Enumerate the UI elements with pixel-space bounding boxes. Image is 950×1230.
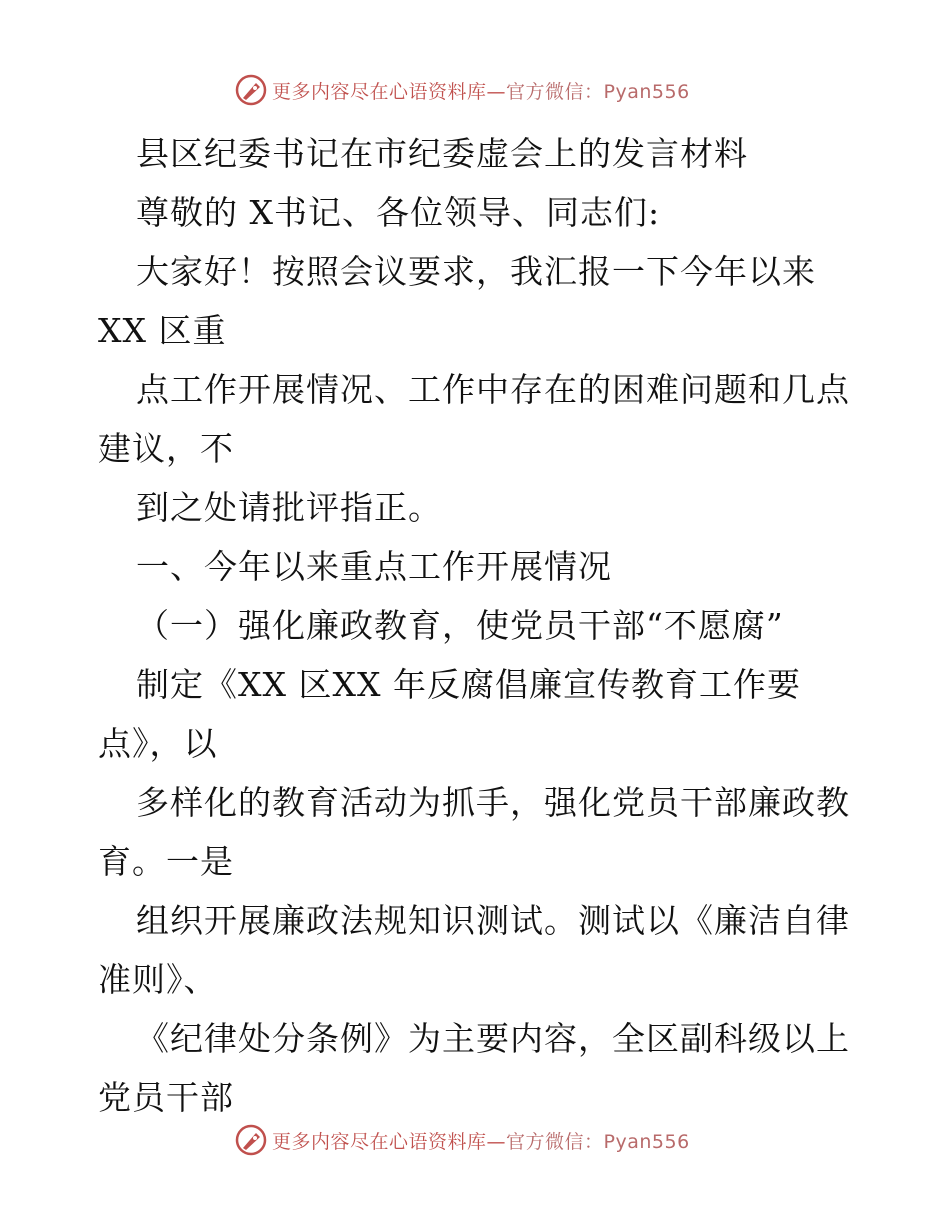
- watermark-text: [272, 1127, 690, 1154]
- document-title: 县区纪委书记在市纪委虚会上的发言材料: [136, 134, 748, 173]
- document-line: 育。一是: [98, 842, 234, 881]
- document-line: 点工作开展情况、工作中存在的困难问题和几点: [136, 370, 850, 409]
- document-line: 多样化的教育活动为抓手，强化党员干部廉政教: [136, 783, 850, 822]
- watermark-brand: 更多内容尽在心语资料库: [272, 80, 487, 103]
- document-line: 建议，不: [98, 429, 234, 468]
- document-line: 党员干部: [98, 1078, 234, 1117]
- header-watermark: [0, 70, 950, 110]
- document-line: 一、今年以来重点工作开展情况: [136, 547, 612, 586]
- document-lines: [98, 183, 858, 1127]
- pen-nib-circle-icon: [234, 73, 268, 107]
- watermark-contact: 官方微信：Pyan556: [506, 80, 690, 103]
- watermark-dash: —: [486, 80, 507, 103]
- document-line: 准则》、: [98, 960, 218, 999]
- watermark-contact: 官方微信：Pyan556: [506, 1130, 690, 1153]
- document-line: 到之处请批评指正。: [136, 488, 442, 527]
- footer-watermark: [0, 1120, 950, 1160]
- document-line: 制定《XX 区XX 年反腐倡廉宣传教育工作要: [136, 665, 801, 704]
- document-line: 大家好！按照会议要求，我汇报一下今年以来: [136, 252, 816, 291]
- watermark-text: [272, 77, 690, 104]
- pen-nib-circle-icon: [234, 1123, 268, 1157]
- document-line: 点》，以: [98, 724, 218, 763]
- document-line: （一）强化廉政教育，使党员干部“不愿腐”: [136, 606, 784, 645]
- watermark-dash: —: [486, 1130, 507, 1153]
- watermark-brand: 更多内容尽在心语资料库: [272, 1130, 487, 1153]
- document-body: [98, 124, 858, 1127]
- document-line: 组织开展廉政法规知识测试。测试以《廉洁自律: [136, 901, 850, 940]
- document-line: XX 区重: [98, 311, 227, 350]
- document-line: 尊敬的 X书记、各位领导、同志们:: [136, 193, 661, 232]
- document-line: 《纪律处分条例》为主要内容，全区副科级以上: [136, 1019, 850, 1058]
